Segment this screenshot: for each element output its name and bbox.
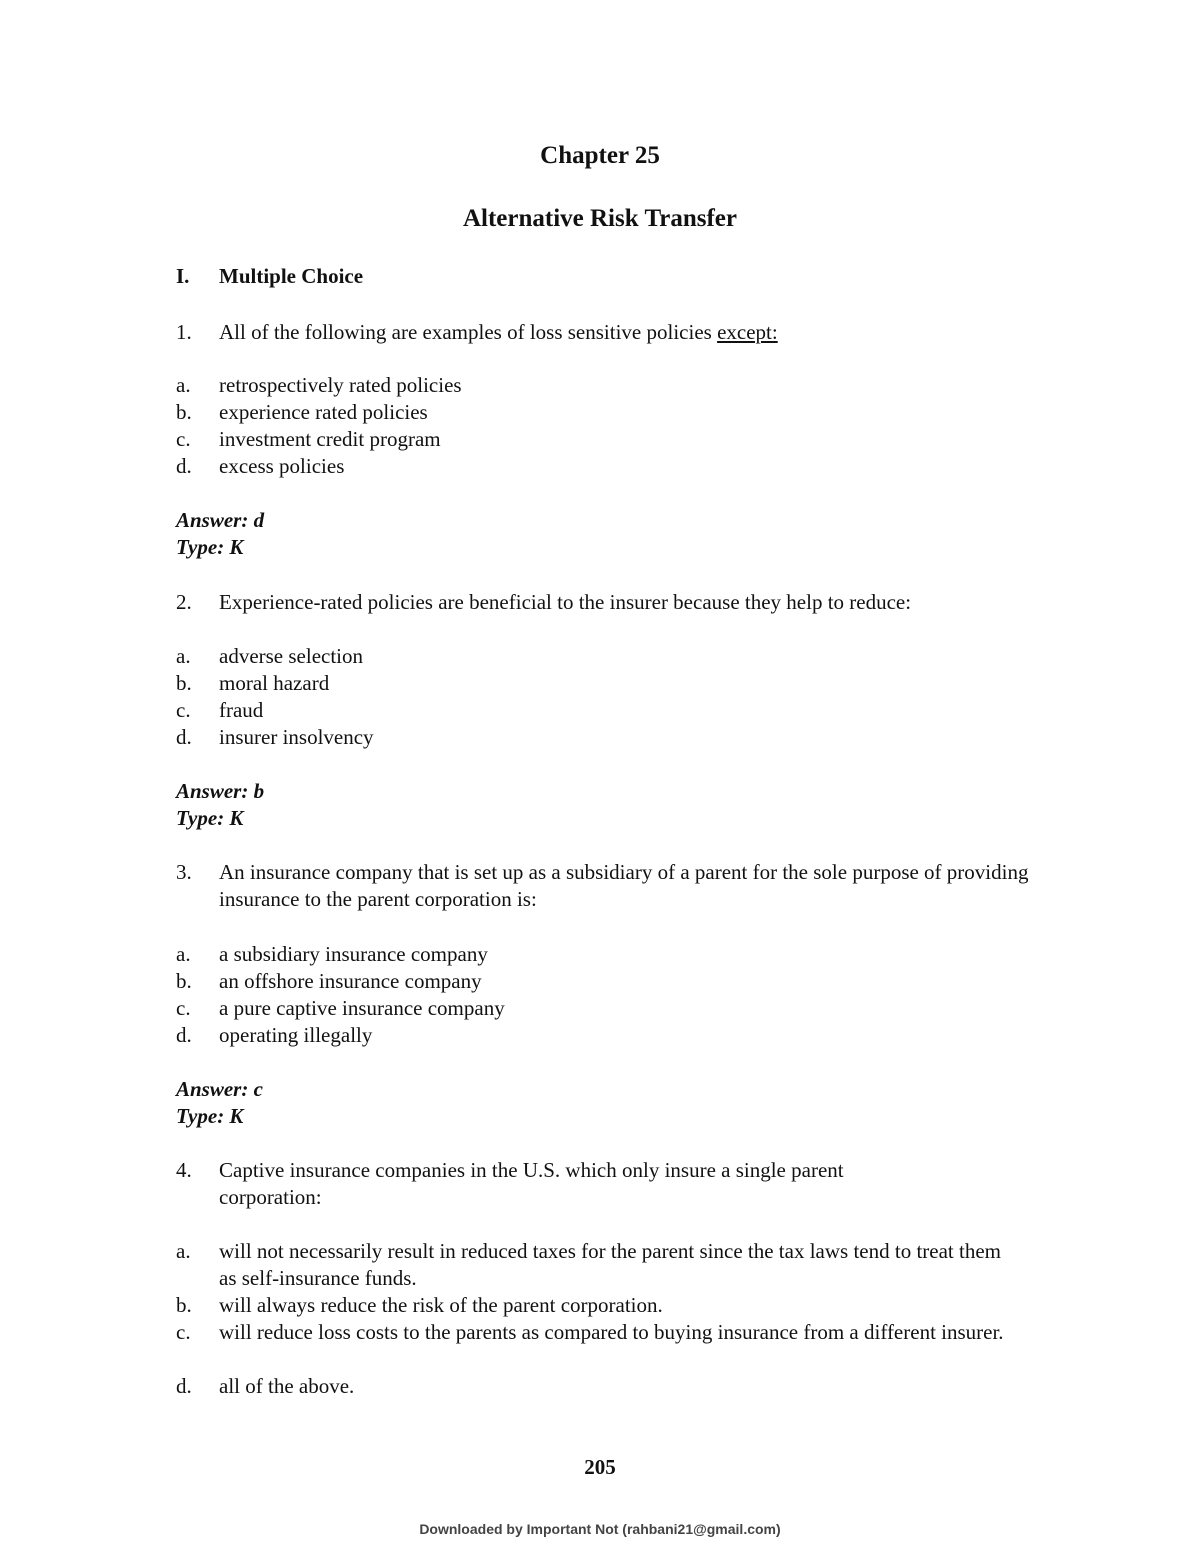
question-emphasis: except: (717, 320, 778, 344)
question-text: An insurance company that is set up as a subsidiary of a parent for the sole purpose of providing insurance to the parent corporation is: (219, 860, 1029, 911)
chapter-title: Chapter 25 (540, 142, 660, 169)
question-4 (176, 1157, 939, 1211)
option-4c: c. will reduce loss costs to the parents as compared to buying insurance from a different insurer. (176, 1320, 1004, 1344)
question-3 (176, 859, 1039, 913)
section-title: Multiple Choice (219, 264, 364, 288)
answer-1: Answer: d (176, 508, 265, 532)
page-number: 205 (584, 1455, 616, 1479)
question-2 (176, 589, 1039, 616)
option-2b: b. moral hazard (176, 671, 330, 695)
option-4a: a. will not necessarily result in reduced taxes for the parent since the tax laws tend to treat them as self-insurance funds. (176, 1239, 1001, 1290)
option-2a: a. adverse selection (176, 644, 364, 668)
option-4d: d. all of the above. (176, 1374, 355, 1398)
type-2: Type: K (176, 806, 244, 830)
option-3b: b. an offshore insurance company (176, 969, 482, 993)
question-text: Captive insurance companies in the U.S. which only insure a single parent corporation: (219, 1158, 844, 1209)
section-heading (176, 264, 363, 289)
answer-3: Answer: c (176, 1077, 263, 1101)
type-1: Type: K (176, 535, 244, 559)
option-4b: b. will always reduce the risk of the parent corporation. (176, 1293, 663, 1317)
option-3a: a. a subsidiary insurance company (176, 942, 488, 966)
chapter-subtitle: Alternative Risk Transfer (462, 205, 738, 232)
option-3c: c. a pure captive insurance company (176, 996, 505, 1020)
option-3d: d. operating illegally (176, 1023, 373, 1047)
option-1a: a. retrospectively rated policies (176, 373, 462, 397)
type-3: Type: K (176, 1104, 244, 1128)
question-text: All of the following are examples of loss sensitive policies except: (219, 320, 778, 344)
download-footer: Downloaded by Important Not (rahbani21@gmail.com) (419, 1521, 781, 1537)
question-1 (176, 319, 1039, 346)
question-number: 1. (176, 320, 192, 344)
option-1c: c. investment credit program (176, 427, 441, 451)
option-1b: b. experience rated policies (176, 400, 428, 424)
section-number: I. (176, 264, 190, 288)
option-2c: c. fraud (176, 698, 264, 722)
option-1d: d. excess policies (176, 454, 345, 478)
question-text: Experience-rated policies are beneficial to the insurer because they help to reduce: (219, 590, 912, 614)
question-number: 4. (176, 1158, 192, 1182)
question-number: 2. (176, 590, 192, 614)
answer-2: Answer: b (176, 779, 265, 803)
question-number: 3. (176, 860, 192, 884)
option-2d: d. insurer insolvency (176, 725, 374, 749)
